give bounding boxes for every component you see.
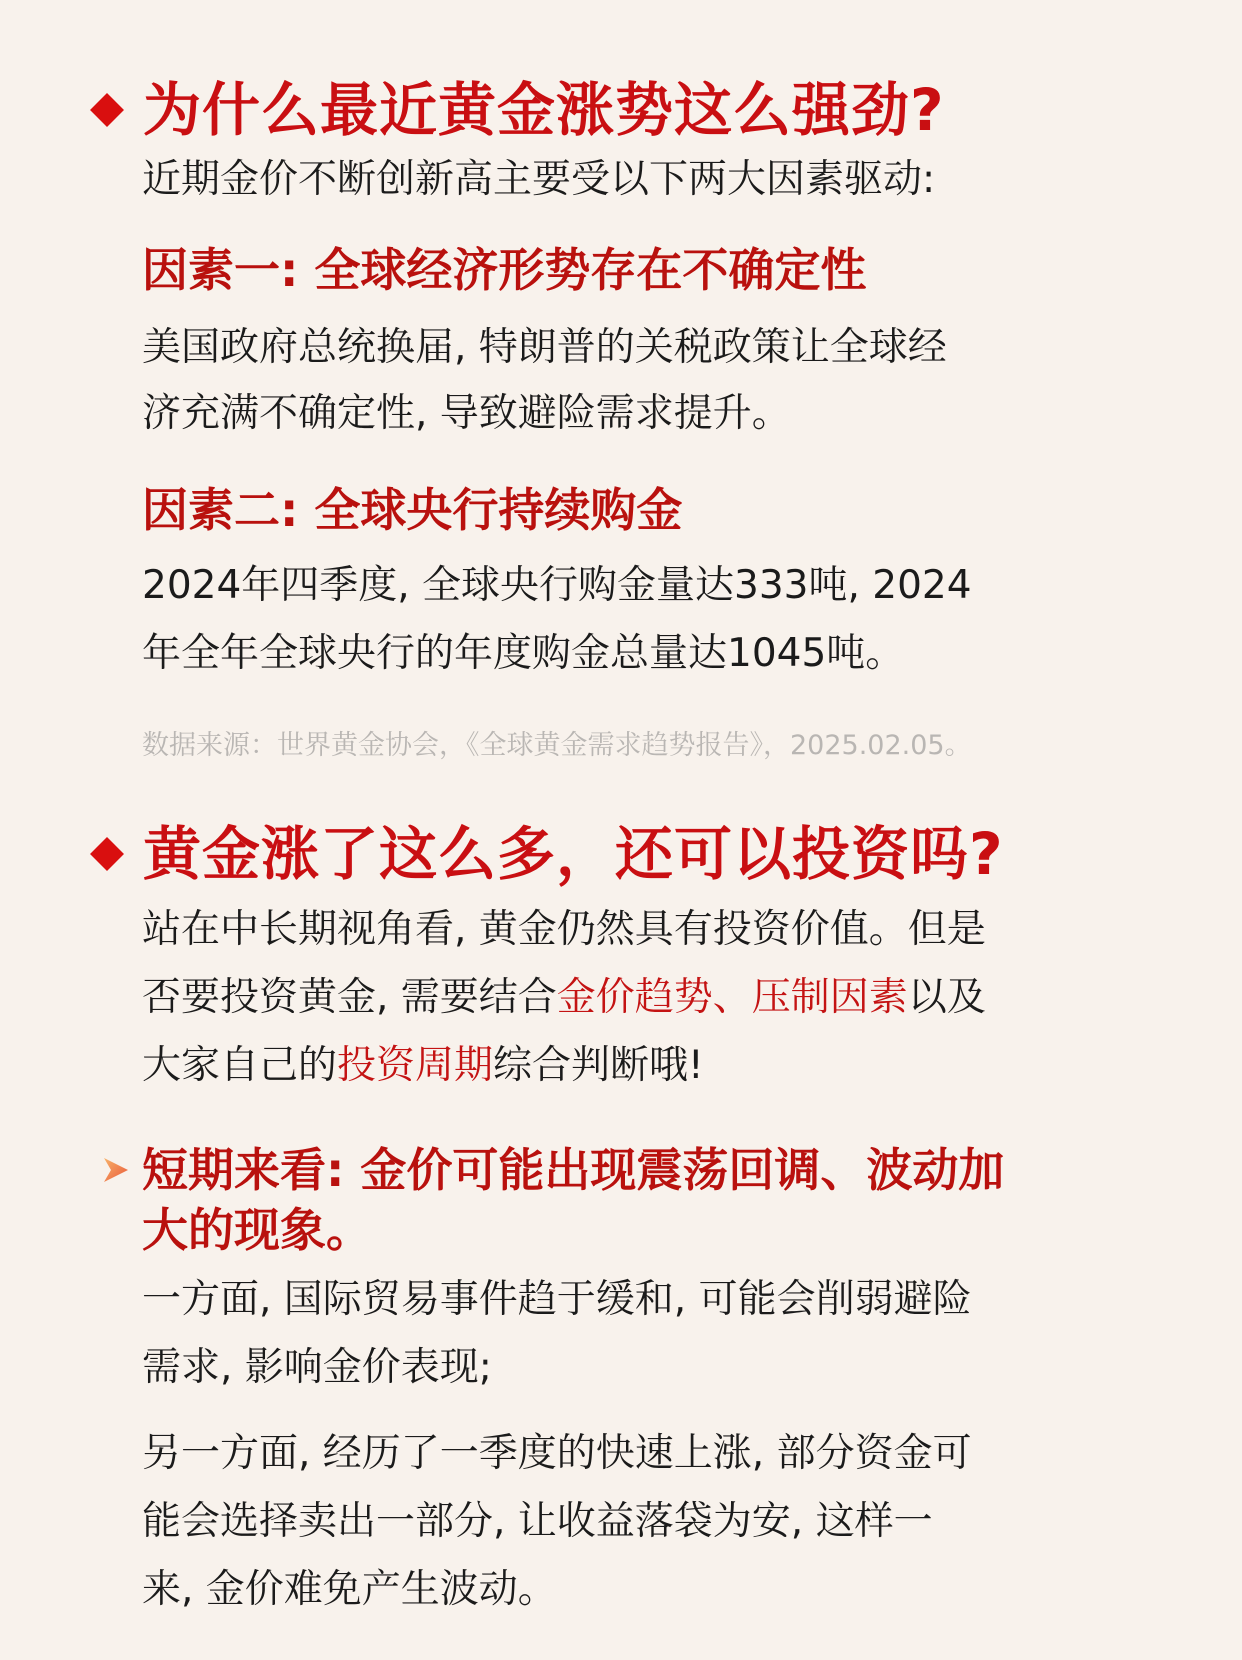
short-term-heading-line1: 短期来看: 金价可能出现震荡回调、波动加 [142, 1143, 1005, 1197]
section2-p1-line1: 站在中长期视角看, 黄金仍然具有投资价值。但是 [142, 907, 986, 952]
section2-p3-line2: 能会选择卖出一部分, 让收益落袋为安, 这样一 [142, 1499, 933, 1544]
short-term-heading-row [100, 1140, 1107, 1260]
section2-p2-line2: 需求, 影响金价表现; [142, 1345, 492, 1390]
p1-line3-text-b: 综合判断哦! [493, 1043, 704, 1088]
section1-intro: 近期金价不断创新高主要受以下两大因素驱动: [142, 157, 936, 202]
section2-title: 黄金涨了这么多，还可以投资吗? [143, 820, 1004, 888]
section2-p1-line3 [142, 1032, 1107, 1100]
section2-title-row [95, 820, 1004, 888]
section2-p3-line3: 来, 金价难免产生波动。 [142, 1567, 557, 1612]
p1-line2-text-a: 否要投资黄金, 需要结合 [142, 975, 557, 1020]
factor2-line2: 年全年全球央行的年度购金总量达1045吨。 [142, 631, 905, 676]
section2-p2-line1: 一方面, 国际贸易事件趋于缓和, 可能会削弱避险 [142, 1277, 972, 1322]
highlight-price-trend: 金价趋势、压制因素 [556, 975, 908, 1020]
factor1-line2: 济充满不确定性, 导致避险需求提升。 [142, 391, 791, 436]
arrow-right-icon [100, 1154, 132, 1186]
short-term-heading-line2: 大的现象。 [142, 1203, 372, 1257]
factor2-heading: 因素二: 全球央行持续购金 [142, 483, 683, 537]
section1-title-row [95, 76, 945, 144]
section2-p3-line1: 另一方面, 经历了一季度的快速上涨, 部分资金可 [142, 1431, 972, 1476]
highlight-investment-period: 投资周期 [337, 1043, 494, 1088]
section2-p1-line2 [142, 964, 1107, 1032]
factor1-heading: 因素一: 全球经济形势存在不确定性 [142, 243, 867, 297]
short-term-heading [142, 1140, 1107, 1260]
factor1-line1: 美国政府总统换届, 特朗普的关税政策让全球经 [142, 325, 947, 370]
diamond-icon [90, 837, 124, 871]
factor2-line1: 2024年四季度, 全球央行购金量达333吨, 2024 [142, 563, 972, 608]
p1-line3-text-a: 大家自己的 [142, 1043, 338, 1088]
diamond-icon [90, 93, 124, 127]
section1-title: 为什么最近黄金涨势这么强劲? [143, 76, 945, 144]
data-source-note: 数据来源：世界黄金协会，《全球黄金需求趋势报告》，2025.02.05。 [142, 730, 972, 761]
p1-line2-text-b: 以及 [907, 975, 986, 1020]
